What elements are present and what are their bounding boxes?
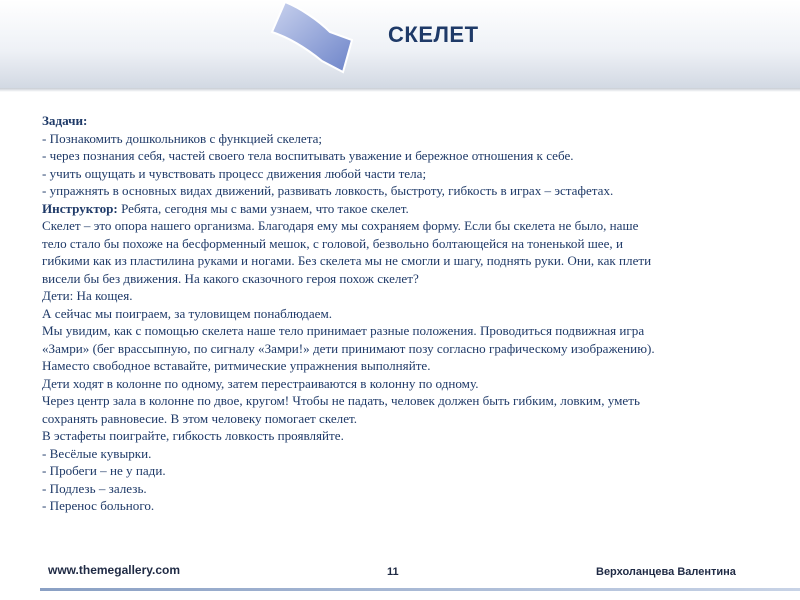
- text-line: - Весёлые кувырки.: [42, 445, 152, 461]
- task-item: - Познакомить дошкольников с функцией скелета;: [42, 130, 323, 146]
- text-line: гибкими как из пластилина руками и ногами. Без скелета мы не смогли и шагу, поднять руки. Они, как плети: [42, 253, 652, 268]
- text-line: - Пробеги – не у пади.: [42, 463, 166, 478]
- text-line: - Перенос больного.: [42, 498, 155, 513]
- text-line: В эстафеты поиграйте, гибкость ловкость проявляйте.: [42, 428, 344, 443]
- text-line: А сейчас мы поиграем, за туловищем понаблюдаем.: [42, 305, 332, 321]
- page-number: 11: [387, 566, 399, 578]
- instructor-label: Инструктор:: [42, 200, 118, 216]
- footer-author: Верхоланцева Валентина: [596, 566, 736, 578]
- instructor-text: Ребята, сегодня мы с вами узнаем, что такое скелет.: [117, 200, 409, 216]
- text-line: - Подлезь – залезь.: [42, 480, 147, 496]
- page-title: СКЕЛЕТ: [388, 22, 479, 47]
- tasks-heading: Задачи:: [42, 113, 88, 128]
- text-line: Дети: На кощея.: [42, 288, 133, 303]
- text-line: висели бы без движения. На какого сказочного героя похож скелет?: [42, 270, 419, 286]
- task-item: - через познания себя, частей своего тела воспитывать уважение и бережное отношения к себе.: [42, 148, 574, 163]
- decorative-arrow-icon: [0, 0, 360, 95]
- text-line: Дети ходят в колонне по одному, затем перестраиваются в колонну по одному.: [42, 375, 479, 391]
- task-item: - учить ощущать и чувствовать процесс движения любой части тела;: [42, 165, 427, 181]
- text-line: Через центр зала в колонне по двое, кругом! Чтобы не падать, человек должен быть гибким, ловким, уметь: [42, 393, 640, 408]
- text-line: «Замри» (бег врассыпную, по сигналу «Замри!» дети принимают позу согласно графическому изображению).: [42, 340, 655, 356]
- footer-website-link[interactable]: www.themegallery.com: [48, 563, 181, 577]
- footer-divider: [40, 588, 800, 591]
- text-line: Мы увидим, как с помощью скелета наше тело принимает разные положения. Проводиться подвижная игра: [42, 323, 645, 338]
- task-item: - упражнять в основных видах движений, развивать ловкость, быстроту, гибкость в играх – эстафетах.: [42, 183, 614, 198]
- instructor-line: [42, 200, 777, 218]
- slide-content: [42, 112, 777, 515]
- text-line: тело стало бы похоже на бесформенный мешок, с головой, безвольно болтающейся на тоненькой шее, и: [42, 235, 623, 251]
- text-line: сохранять равновесие. В этом человеку помогает скелет.: [42, 410, 358, 426]
- text-line: Наместо свободное вставайте, ритмические упражнения выполняйте.: [42, 358, 431, 373]
- text-line: Скелет – это опора нашего организма. Благодаря ему мы сохраняем форму. Если бы скелета не было, наше: [42, 218, 639, 233]
